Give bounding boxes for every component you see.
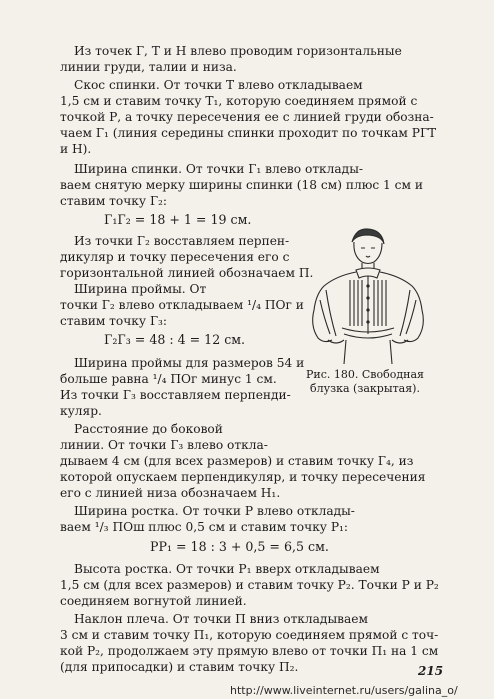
paragraph-line: (для припосадки) и ставим точку П₂. [60, 660, 299, 674]
paragraph-line: горизонтальной линией обозначаем П. [60, 266, 314, 280]
blouse-illustration [290, 226, 440, 366]
paragraph-line: кой Р₂, продолжаем эту прямую влево от точки П₁ на 1 см [60, 644, 439, 658]
figure-caption-line2: блузка (закрытая). [310, 382, 420, 395]
paragraph-line: Из точки Г₂ восставляем перпен- [74, 234, 290, 248]
formula-g2g3: Г₂Г₃ = 48 : 4 = 12 см. [104, 332, 246, 347]
paragraph-line: линии груди, талии и низа. [60, 60, 237, 74]
paragraph-line: больше равна ¹/₄ ПОг минус 1 см. [60, 372, 277, 386]
paragraph-line: куляр. [60, 404, 102, 418]
formula-g1g2: Г₁Г₂ = 18 + 1 = 19 см. [104, 212, 252, 227]
section-heading-shirina-spinki: Ширина спинки. От точки Г₁ влево отклады- [74, 162, 364, 176]
paragraph-line: точкой Р, а точку пересечения ее с линией груди обозна- [60, 110, 434, 124]
paragraph-line: дываем 4 см (для всех размеров) и ставим точку Г₄, из [60, 454, 414, 468]
section-heading-naklon-plecha: Наклон плеча. От точки П вниз откладываем [74, 612, 368, 626]
paragraph-line: 1,5 см и ставим точку Т₁, которую соединяем прямой с [60, 94, 418, 108]
section-heading-shirina-rostka: Ширина ростка. От точки Р влево отклады- [74, 504, 355, 518]
section-heading-vysota-rostka: Высота ростка. От точки Р₁ вверх откладываем [74, 562, 380, 576]
paragraph-line: ставим точку Г₂: [60, 194, 168, 208]
paragraph-line: дикуляр и точку пересечения его с [60, 250, 290, 264]
page-number: 215 [418, 664, 444, 678]
paragraph-line: его с линией низа обозначаем Н₁. [60, 486, 281, 500]
section-heading-skos-spinki: Скос спинки. От точки Т влево откладываем [74, 78, 363, 92]
paragraph-line: Из точек Г, Т и Н влево проводим горизонтальные [74, 44, 402, 58]
paragraph-line: точки Г₂ влево откладываем ¹/₄ ПОг и [60, 298, 304, 312]
paragraph-line: соединяем вогнутой линией. [60, 594, 247, 608]
paragraph-line: которой опускаем перпендикуляр, и точку пересечения [60, 470, 426, 484]
paragraph-line: ставим точку Г₃: [60, 314, 168, 328]
paragraph-line: 1,5 см (для всех размеров) и ставим точку Р₂. Точки Р и Р₂ [60, 578, 439, 592]
paragraph-line: 3 см и ставим точку П₁, которую соединяем прямой с точ- [60, 628, 439, 642]
section-heading-shirina-proimy: Ширина проймы. От [74, 282, 207, 296]
formula-pp1: РР₁ = 18 : 3 + 0,5 = 6,5 см. [150, 539, 329, 554]
paragraph-line: ваем ¹/₃ ПОш плюс 0,5 см и ставим точку Р₁: [60, 520, 349, 534]
paragraph-line: Ширина проймы для размеров 54 и [74, 356, 305, 370]
paragraph-line: ваем снятую мерку ширины спинки (18 см) плюс 1 см и [60, 178, 423, 192]
paragraph-line: и Н). [60, 142, 92, 156]
paragraph-line: Из точки Г₃ восставляем перпенди- [60, 388, 291, 402]
watermark-url: http://www.liveinternet.ru/users/galina_o/ [230, 684, 458, 697]
paragraph-line: линии. От точки Г₃ влево откла- [60, 438, 268, 452]
paragraph-line: чаем Г₁ (линия середины спинки проходит по точкам РГТ [60, 126, 437, 140]
figure-caption-line1: Рис. 180. Свободная [306, 368, 424, 381]
section-heading-rasstoyanie: Расстояние до боковой [74, 422, 223, 436]
